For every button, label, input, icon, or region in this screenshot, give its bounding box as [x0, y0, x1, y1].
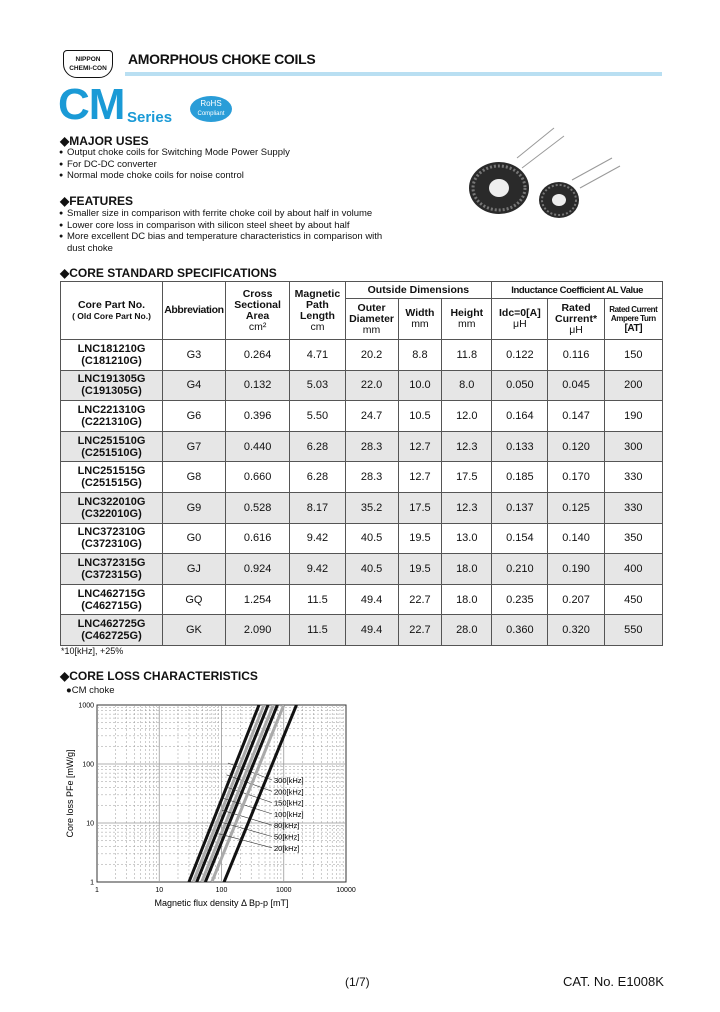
cell-width: 10.0 [398, 370, 442, 401]
col-rated-at-unit: [AT] [624, 322, 643, 334]
cell-cross-area: 0.616 [225, 523, 290, 554]
cell-part-number [61, 584, 163, 615]
cell-al-idc0: 0.185 [492, 462, 548, 493]
toroid-coil-photo [462, 118, 632, 223]
col-outer-unit: mm [362, 323, 381, 336]
chart-subheading: ●CM choke [66, 685, 115, 696]
part-number: LNC462725G [77, 618, 146, 631]
cell-magnetic-path: 11.5 [290, 584, 345, 615]
cell-outer-diameter: 49.4 [345, 584, 398, 615]
y-tick-label: 1 [90, 879, 94, 887]
major-uses-list [59, 147, 290, 182]
y-axis-label: Core loss PFe [mW/g] [65, 749, 75, 838]
cell-al-idc0: 0.122 [492, 340, 548, 371]
cell-part-number [61, 370, 163, 401]
cell-al-idc0: 0.164 [492, 401, 548, 432]
table-row [61, 554, 663, 585]
col-width-unit: mm [411, 318, 429, 330]
cell-cross-area: 0.528 [225, 492, 290, 523]
list-item: ● Normal mode choke coils for noise control [59, 170, 290, 182]
cell-magnetic-path: 9.42 [290, 554, 345, 585]
col-header-cross-area [225, 282, 290, 340]
company-logo [63, 50, 113, 78]
cell-height: 18.0 [442, 584, 492, 615]
core-loss-chart [60, 695, 360, 917]
table-row [61, 401, 663, 432]
catalog-number: CAT. No. E1008K [563, 974, 664, 989]
list-item: ● For DC-DC converter [59, 159, 290, 171]
col-outer-label: Outer Diameter [349, 301, 395, 325]
features-heading: ◆FEATURES [60, 194, 134, 208]
cell-al-idc0: 0.137 [492, 492, 548, 523]
old-part-number: (C322010G) [81, 507, 142, 520]
cell-outer-diameter: 40.5 [345, 523, 398, 554]
cell-part-number [61, 615, 163, 646]
old-part-number: (C462715G) [81, 599, 142, 612]
cell-height: 8.0 [442, 370, 492, 401]
part-number: LNC462715G [77, 587, 146, 600]
col-rated-label: Rated Current* [555, 301, 598, 325]
series-label: 50[kHz] [274, 832, 300, 842]
col-mag-unit: cm [310, 320, 325, 333]
cell-height: 13.0 [442, 523, 492, 554]
cell-abbreviation: G7 [163, 431, 226, 462]
table-row [61, 523, 663, 554]
cell-al-rated: 0.125 [548, 492, 604, 523]
cell-height: 28.0 [442, 615, 492, 646]
core-loss-heading: ◆CORE LOSS CHARACTERISTICS [60, 669, 258, 683]
cell-width: 22.7 [398, 584, 442, 615]
old-part-number: (C251515G) [81, 477, 142, 490]
col-cross-unit: cm² [248, 320, 267, 333]
col-header-outer-diameter [345, 299, 398, 340]
col-mag-label: Magnetic Path Length [294, 287, 341, 322]
cell-ampere-turn: 330 [604, 462, 662, 493]
cell-magnetic-path: 4.71 [290, 340, 345, 371]
cell-al-rated: 0.116 [548, 340, 604, 371]
cell-al-idc0: 0.235 [492, 584, 548, 615]
cell-abbreviation: G4 [163, 370, 226, 401]
cell-outer-diameter: 24.7 [345, 401, 398, 432]
col-height-unit: mm [458, 318, 476, 330]
cell-abbreviation: G3 [163, 340, 226, 371]
table-row [61, 584, 663, 615]
cell-height: 12.0 [442, 401, 492, 432]
part-number: LNC372310G [77, 526, 146, 539]
document-title: AMORPHOUS CHOKE COILS [128, 51, 316, 67]
col-part-old-label: ( Old Core Part No.) [72, 310, 151, 321]
list-item: ● More excellent DC bias and temperature characteristics in comparison with dust choke [59, 231, 399, 254]
table-row [61, 340, 663, 371]
rohs-label: RoHS [200, 99, 222, 108]
cell-ampere-turn: 450 [604, 584, 662, 615]
table-row [61, 615, 663, 646]
part-number: LNC221310G [77, 403, 146, 416]
cell-al-rated: 0.045 [548, 370, 604, 401]
col-idc-label: Idc=0[A] [498, 307, 541, 319]
cell-magnetic-path: 9.42 [290, 523, 345, 554]
cell-height: 11.8 [442, 340, 492, 371]
cell-ampere-turn: 350 [604, 523, 662, 554]
spec-heading: ◆CORE STANDARD SPECIFICATIONS [60, 266, 277, 280]
cell-width: 10.5 [398, 401, 442, 432]
col-header-part [61, 282, 163, 340]
cell-abbreviation: G6 [163, 401, 226, 432]
cell-cross-area: 2.090 [225, 615, 290, 646]
cell-abbreviation: G0 [163, 523, 226, 554]
cell-ampere-turn: 150 [604, 340, 662, 371]
cell-ampere-turn: 300 [604, 431, 662, 462]
col-group-inductance: Inductance Coefficient AL Value [492, 282, 663, 299]
old-part-number: (C221310G) [81, 415, 142, 428]
cell-al-rated: 0.190 [548, 554, 604, 585]
x-tick-label: 1000 [275, 887, 292, 894]
features-list [59, 208, 399, 254]
major-uses-heading: ◆MAJOR USES [60, 134, 149, 148]
col-header-width [398, 299, 442, 340]
title-rule [125, 72, 662, 76]
series-label: 300[kHz] [274, 776, 304, 785]
col-rated-at-label: Rated Current Ampere Turn [609, 304, 658, 323]
cell-cross-area: 1.254 [225, 584, 290, 615]
part-number: LNC251515G [77, 465, 146, 478]
cell-outer-diameter: 49.4 [345, 615, 398, 646]
cell-abbreviation: G8 [163, 462, 226, 493]
series-label: 80[kHz] [274, 821, 300, 831]
part-number: LNC191305G [77, 373, 146, 386]
list-item: ● Output choke coils for Switching Mode Power Supply [59, 147, 290, 159]
logo-line1: NIPPON [75, 56, 101, 63]
old-part-number: (C251510G) [81, 446, 142, 459]
cell-height: 17.5 [442, 462, 492, 493]
col-group-outside-dimensions: Outside Dimensions [345, 282, 492, 299]
col-header-height [442, 299, 492, 340]
list-item: ● Lower core loss in comparison with silicon steel sheet by about half [59, 220, 399, 232]
cell-cross-area: 0.264 [225, 340, 290, 371]
cell-ampere-turn: 200 [604, 370, 662, 401]
cell-part-number [61, 431, 163, 462]
cell-ampere-turn: 550 [604, 615, 662, 646]
col-rated-unit: μH [569, 323, 583, 336]
col-part-label: Core Part No. [77, 298, 146, 311]
series-label: 20[kHz] [274, 843, 300, 853]
cell-cross-area: 0.132 [225, 370, 290, 401]
col-header-abbreviation: Abbreviation [163, 282, 226, 340]
cell-magnetic-path: 5.03 [290, 370, 345, 401]
cell-height: 18.0 [442, 554, 492, 585]
table-row [61, 370, 663, 401]
cell-al-rated: 0.170 [548, 462, 604, 493]
cell-al-rated: 0.147 [548, 401, 604, 432]
col-header-ampere-turn [604, 299, 662, 340]
series-word: Series [127, 109, 173, 126]
rohs-compliant-label: Compliant [197, 111, 225, 117]
logo-line2: CHEMI-CON [69, 65, 107, 72]
y-tick-label: 10 [86, 820, 94, 828]
cell-height: 12.3 [442, 431, 492, 462]
old-part-number: (C372310G) [81, 538, 142, 551]
old-part-number: (C372315G) [81, 568, 142, 581]
cell-part-number [61, 340, 163, 371]
rohs-badge [190, 96, 232, 122]
col-height-label: Height [450, 307, 484, 319]
x-axis-label: Magnetic flux density Δ Bp-p [mT] [154, 898, 289, 908]
cell-magnetic-path: 8.17 [290, 492, 345, 523]
x-tick-label: 1 [95, 887, 99, 894]
cell-abbreviation: G9 [163, 492, 226, 523]
cell-al-idc0: 0.133 [492, 431, 548, 462]
cell-ampere-turn: 190 [604, 401, 662, 432]
series-code: CM [58, 80, 125, 129]
table-row [61, 431, 663, 462]
cell-width: 17.5 [398, 492, 442, 523]
list-item: ● Smaller size in comparison with ferrite choke coil by about half in volume [59, 208, 399, 220]
cell-outer-diameter: 40.5 [345, 554, 398, 585]
series-label: 200[kHz] [274, 787, 304, 797]
col-header-idc0 [492, 299, 548, 340]
cell-ampere-turn: 330 [604, 492, 662, 523]
cell-width: 19.5 [398, 554, 442, 585]
table-row [61, 492, 663, 523]
cell-outer-diameter: 20.2 [345, 340, 398, 371]
cell-outer-diameter: 22.0 [345, 370, 398, 401]
old-part-number: (C181210G) [81, 354, 142, 367]
col-idc-unit: μH [513, 318, 527, 330]
cell-al-rated: 0.140 [548, 523, 604, 554]
cell-al-idc0: 0.050 [492, 370, 548, 401]
cell-part-number [61, 462, 163, 493]
cell-outer-diameter: 28.3 [345, 431, 398, 462]
cell-magnetic-path: 11.5 [290, 615, 345, 646]
cell-al-rated: 0.120 [548, 431, 604, 462]
old-part-number: (C462725G) [81, 630, 142, 643]
old-part-number: (C191305G) [81, 385, 142, 398]
col-width-label: Width [405, 307, 435, 319]
part-number: LNC372315G [77, 556, 146, 569]
col-header-magnetic-path [290, 282, 345, 340]
cell-part-number [61, 523, 163, 554]
cell-ampere-turn: 400 [604, 554, 662, 585]
part-number: LNC181210G [77, 342, 146, 355]
cell-part-number [61, 401, 163, 432]
table-footnote: *10[kHz], +25% [61, 646, 124, 656]
cell-part-number [61, 492, 163, 523]
series-label: 150[kHz] [274, 798, 304, 808]
core-specifications-table [60, 281, 663, 646]
x-tick-label: 10000 [336, 887, 356, 894]
cell-al-rated: 0.320 [548, 615, 604, 646]
y-tick-label: 1000 [78, 702, 94, 710]
cell-al-idc0: 0.154 [492, 523, 548, 554]
cell-part-number [61, 554, 163, 585]
col-cross-label: Cross Sectional Area [234, 287, 281, 322]
page-number: (1/7) [345, 975, 370, 989]
cell-al-idc0: 0.210 [492, 554, 548, 585]
cell-abbreviation: GK [163, 615, 226, 646]
x-tick-label: 100 [215, 887, 228, 894]
cell-cross-area: 0.924 [225, 554, 290, 585]
cell-al-idc0: 0.360 [492, 615, 548, 646]
cell-abbreviation: GJ [163, 554, 226, 585]
part-number: LNC251510G [77, 434, 146, 447]
table-row [61, 462, 663, 493]
cell-width: 12.7 [398, 462, 442, 493]
cell-magnetic-path: 6.28 [290, 431, 345, 462]
cell-width: 8.8 [398, 340, 442, 371]
cell-width: 22.7 [398, 615, 442, 646]
cell-magnetic-path: 6.28 [290, 462, 345, 493]
cell-cross-area: 0.396 [225, 401, 290, 432]
cell-al-rated: 0.207 [548, 584, 604, 615]
cell-outer-diameter: 35.2 [345, 492, 398, 523]
y-tick-label: 100 [82, 761, 94, 769]
part-number: LNC322010G [77, 495, 146, 508]
col-header-rated-current [548, 299, 604, 340]
cell-abbreviation: GQ [163, 584, 226, 615]
cell-width: 19.5 [398, 523, 442, 554]
cell-cross-area: 0.440 [225, 431, 290, 462]
cell-width: 12.7 [398, 431, 442, 462]
series-label: 100[kHz] [274, 809, 304, 819]
cell-height: 12.3 [442, 492, 492, 523]
x-tick-label: 10 [155, 887, 164, 894]
cell-cross-area: 0.660 [225, 462, 290, 493]
cell-outer-diameter: 28.3 [345, 462, 398, 493]
cell-magnetic-path: 5.50 [290, 401, 345, 432]
